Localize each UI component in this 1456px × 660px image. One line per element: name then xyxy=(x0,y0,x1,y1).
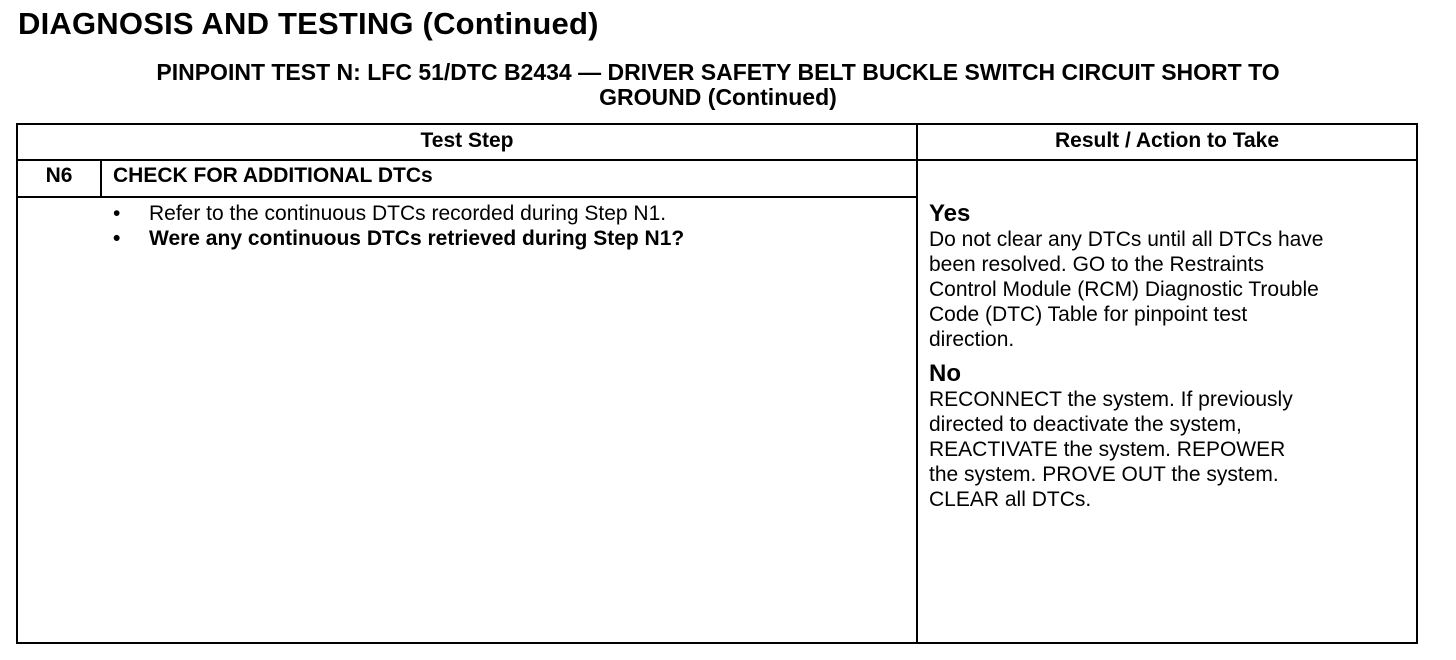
result-no-line: REACTIVATE the system. REPOWER xyxy=(929,438,1286,461)
header-test-step: Test Step xyxy=(420,129,514,152)
column-divider xyxy=(916,124,918,643)
bullet-dot: • xyxy=(113,202,121,225)
result-no-line: directed to deactivate the system, xyxy=(929,413,1242,436)
result-no-line: RECONNECT the system. If previously xyxy=(929,388,1293,411)
result-yes-line: Do not clear any DTCs until all DTCs have xyxy=(929,228,1324,251)
step-bullet-list xyxy=(113,201,903,251)
step-id-divider xyxy=(100,160,102,197)
result-no-line: CLEAR all DTCs. xyxy=(929,488,1092,511)
result-yes-label: Yes xyxy=(929,200,971,227)
step-row-divider xyxy=(17,196,917,198)
section-title: DIAGNOSIS AND TESTING (Continued) xyxy=(18,6,599,41)
step-bullet-text: Refer to the continuous DTCs recorded during Step N1. xyxy=(149,202,667,225)
result-no-label: No xyxy=(929,360,961,387)
pinpoint-test-title-line-1: PINPOINT TEST N: LFC 51/DTC B2434 — DRIVER SAFETY BELT BUCKLE SWITCH CIRCUIT SHORT TO xyxy=(156,59,1280,85)
step-id: N6 xyxy=(45,164,73,187)
step-bullet-item xyxy=(113,201,903,226)
result-yes-line: direction. xyxy=(929,328,1015,351)
result-no-text xyxy=(929,387,1413,512)
bullet-dot: • xyxy=(113,227,121,250)
step-bullet-item xyxy=(113,226,903,251)
result-yes-text xyxy=(929,227,1413,352)
pinpoint-test-title xyxy=(18,60,1418,110)
result-no xyxy=(929,361,1413,512)
result-yes xyxy=(929,201,1413,352)
header-result-action: Result / Action to Take xyxy=(1054,129,1280,152)
header-divider xyxy=(17,159,1417,161)
result-yes-line: Code (DTC) Table for pinpoint test xyxy=(929,303,1248,326)
pinpoint-test-title-line-2: GROUND (Continued) xyxy=(599,84,837,110)
step-title: CHECK FOR ADDITIONAL DTCs xyxy=(113,164,433,187)
result-no-line: the system. PROVE OUT the system. xyxy=(929,463,1279,486)
result-yes-line: Control Module (RCM) Diagnostic Trouble xyxy=(929,278,1319,301)
result-yes-line: been resolved. GO to the Restraints xyxy=(929,253,1265,276)
step-bullet-question: Were any continuous DTCs retrieved during Step N1? xyxy=(149,227,685,250)
